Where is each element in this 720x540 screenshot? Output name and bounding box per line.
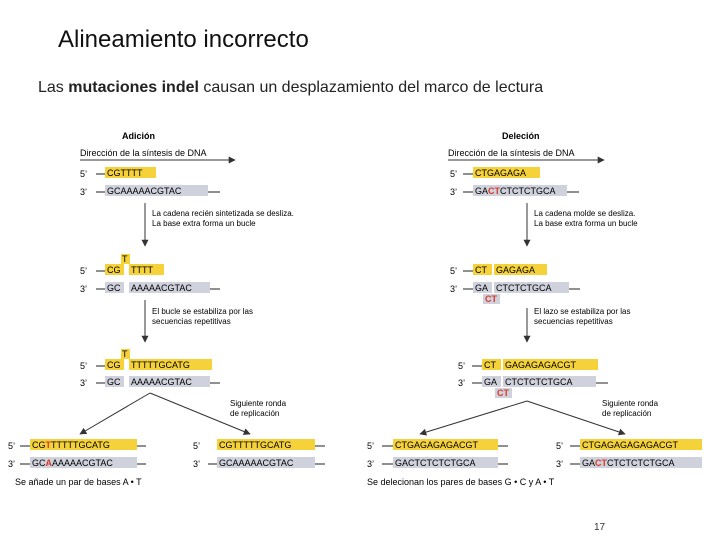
note-line: La cadena molde se desliza. bbox=[534, 209, 636, 218]
strand-label: 5’ bbox=[80, 169, 88, 179]
addition-step3 bbox=[80, 349, 220, 388]
strand-label: 5’ bbox=[458, 361, 466, 371]
deletion-panel bbox=[367, 131, 702, 487]
template-strand-left: GA bbox=[475, 283, 489, 293]
strand-label: 5’ bbox=[80, 266, 88, 276]
note-line: Siguiente ronda bbox=[230, 399, 287, 408]
template-strand-right: CTCTCTCTGCA bbox=[505, 377, 573, 387]
mutant-bottom-seq bbox=[32, 458, 113, 468]
mutant-top-seq bbox=[32, 440, 110, 450]
deletion-summary: Se delecionan los pares de bases G • C y A • T bbox=[367, 477, 555, 487]
template-strand-right: AAAAACGTAC bbox=[131, 283, 192, 293]
note-line: Siguiente ronda bbox=[602, 399, 659, 408]
mutant-top-seq: CTGAGAGAGACGT bbox=[395, 440, 479, 450]
template-strand-seq: GCAAAAACGTAC bbox=[107, 186, 182, 196]
strand-label: 3’ bbox=[556, 459, 564, 469]
inserted-base: A bbox=[45, 458, 52, 468]
strand-label: 3’ bbox=[80, 378, 88, 388]
strand-label: 3’ bbox=[458, 378, 466, 388]
loop-base: T bbox=[122, 349, 128, 359]
new-strand-left: CT bbox=[475, 265, 487, 275]
strand-label: 3’ bbox=[450, 284, 458, 294]
branch-arrow-left bbox=[80, 393, 150, 434]
note-line: El bucle se estabiliza por las bbox=[152, 307, 253, 316]
note-line: La base extra forma un bucle bbox=[534, 219, 638, 228]
new-strand-right: TTTTTGCATG bbox=[131, 360, 190, 370]
seq-part: CTCTCTCTGCA bbox=[607, 458, 675, 468]
mutant-bottom-seq: GACTCTCTCTGCA bbox=[395, 458, 476, 468]
deletion-step3 bbox=[458, 359, 608, 398]
subtitle-bold: mutaciones indel bbox=[68, 79, 199, 96]
seq-part: CG bbox=[32, 440, 46, 450]
addition-note1 bbox=[152, 209, 296, 228]
new-strand-seq: CGTTTT bbox=[107, 168, 143, 178]
strand-label: 5’ bbox=[556, 441, 564, 451]
addition-step2 bbox=[80, 254, 220, 294]
loop-bases: CT bbox=[485, 294, 497, 304]
addition-step1 bbox=[80, 167, 220, 197]
highlight-bases: CT bbox=[595, 458, 608, 468]
addition-summary: Se añade un par de bases A • T bbox=[15, 477, 142, 487]
strand-label: 3’ bbox=[80, 284, 88, 294]
deletion-note2 bbox=[534, 307, 633, 326]
addition-note2 bbox=[152, 307, 255, 326]
new-strand-left: CG bbox=[107, 360, 121, 370]
addition-heading: Adición bbox=[122, 131, 155, 141]
new-strand-seq: CTGAGAGA bbox=[475, 168, 527, 178]
seq-part: AAAAACGTAC bbox=[52, 458, 113, 468]
template-strand-left: GC bbox=[107, 377, 121, 387]
new-strand-left: CT bbox=[484, 360, 496, 370]
branch-arrow-left bbox=[420, 401, 527, 434]
note-line: La base extra forma un bucle bbox=[152, 219, 256, 228]
seq-part: GC bbox=[32, 458, 46, 468]
strand-label: 5’ bbox=[8, 441, 16, 451]
new-strand-right: TTTT bbox=[131, 265, 153, 275]
addition-panel bbox=[8, 131, 325, 487]
strand-label: 5’ bbox=[80, 361, 88, 371]
seq-part: GA bbox=[582, 458, 596, 468]
strand-label: 5’ bbox=[450, 169, 458, 179]
deletion-note1 bbox=[534, 209, 638, 228]
note-line: secuencias repetitivas bbox=[534, 317, 613, 326]
slide-title: Alineamiento incorrecto bbox=[58, 26, 309, 53]
strand-label: 5’ bbox=[367, 441, 375, 451]
strand-label: 3’ bbox=[367, 459, 375, 469]
seq-part: GA bbox=[475, 186, 489, 196]
strand-label: 3’ bbox=[450, 187, 458, 197]
deletion-step1 bbox=[450, 167, 579, 197]
loop-base: T bbox=[122, 254, 128, 264]
new-strand-right: GAGAGA bbox=[496, 265, 536, 275]
new-strand-left: CG bbox=[107, 265, 121, 275]
deletion-result-normal bbox=[556, 439, 702, 469]
normal-bottom-seq: GCAAAAACGTAC bbox=[219, 458, 294, 468]
template-strand-right: AAAAACGTAC bbox=[131, 377, 192, 387]
normal-bottom-seq bbox=[582, 458, 675, 468]
loop-bases: CT bbox=[497, 388, 509, 398]
page-number: 17 bbox=[594, 522, 606, 533]
strand-label: 3’ bbox=[193, 459, 201, 469]
deletion-heading: Deleción bbox=[502, 131, 540, 141]
deletion-result-mutant bbox=[367, 439, 508, 469]
template-strand-left: GA bbox=[484, 377, 498, 387]
seq-part: TTTTTGCATG bbox=[51, 440, 110, 450]
addition-note3 bbox=[230, 399, 288, 418]
inserted-base: T bbox=[45, 440, 51, 450]
deletion-direction-label: Dirección de la síntesis de DNA bbox=[448, 148, 575, 158]
deletion-note3 bbox=[602, 399, 660, 418]
seq-part: CTCTCTGCA bbox=[500, 186, 556, 196]
strand-label: 3’ bbox=[80, 187, 88, 197]
note-line: La cadena recién sintetizada se desliza. bbox=[152, 209, 294, 218]
normal-top-seq: CTGAGAGAGAGACGT bbox=[582, 440, 679, 450]
note-line: de replicación bbox=[230, 409, 280, 418]
deleted-bases: CT bbox=[488, 186, 501, 196]
strand-label: 5’ bbox=[193, 441, 201, 451]
deletion-step2 bbox=[450, 264, 580, 304]
note-line: de replicación bbox=[602, 409, 652, 418]
template-strand-seq bbox=[475, 186, 556, 196]
subtitle-prefix: Las bbox=[38, 79, 69, 96]
template-strand-right: CTCTCTGCA bbox=[496, 283, 552, 293]
strand-label: 3’ bbox=[8, 459, 16, 469]
subtitle-suffix: causan un desplazamiento del marco de lectura bbox=[198, 79, 544, 96]
note-line: El lazo se estabiliza por las bbox=[534, 307, 631, 316]
strand-label: 5’ bbox=[450, 266, 458, 276]
addition-direction-label: Dirección de la síntesis de DNA bbox=[80, 148, 207, 158]
normal-top-seq: CGTTTTTGCATG bbox=[219, 440, 292, 450]
addition-result-normal bbox=[193, 439, 325, 469]
note-line: secuencias repetitivas bbox=[152, 317, 231, 326]
new-strand-right: GAGAGAGACGT bbox=[505, 360, 577, 370]
addition-result-mutant bbox=[8, 439, 146, 469]
template-strand-left: GC bbox=[107, 283, 121, 293]
